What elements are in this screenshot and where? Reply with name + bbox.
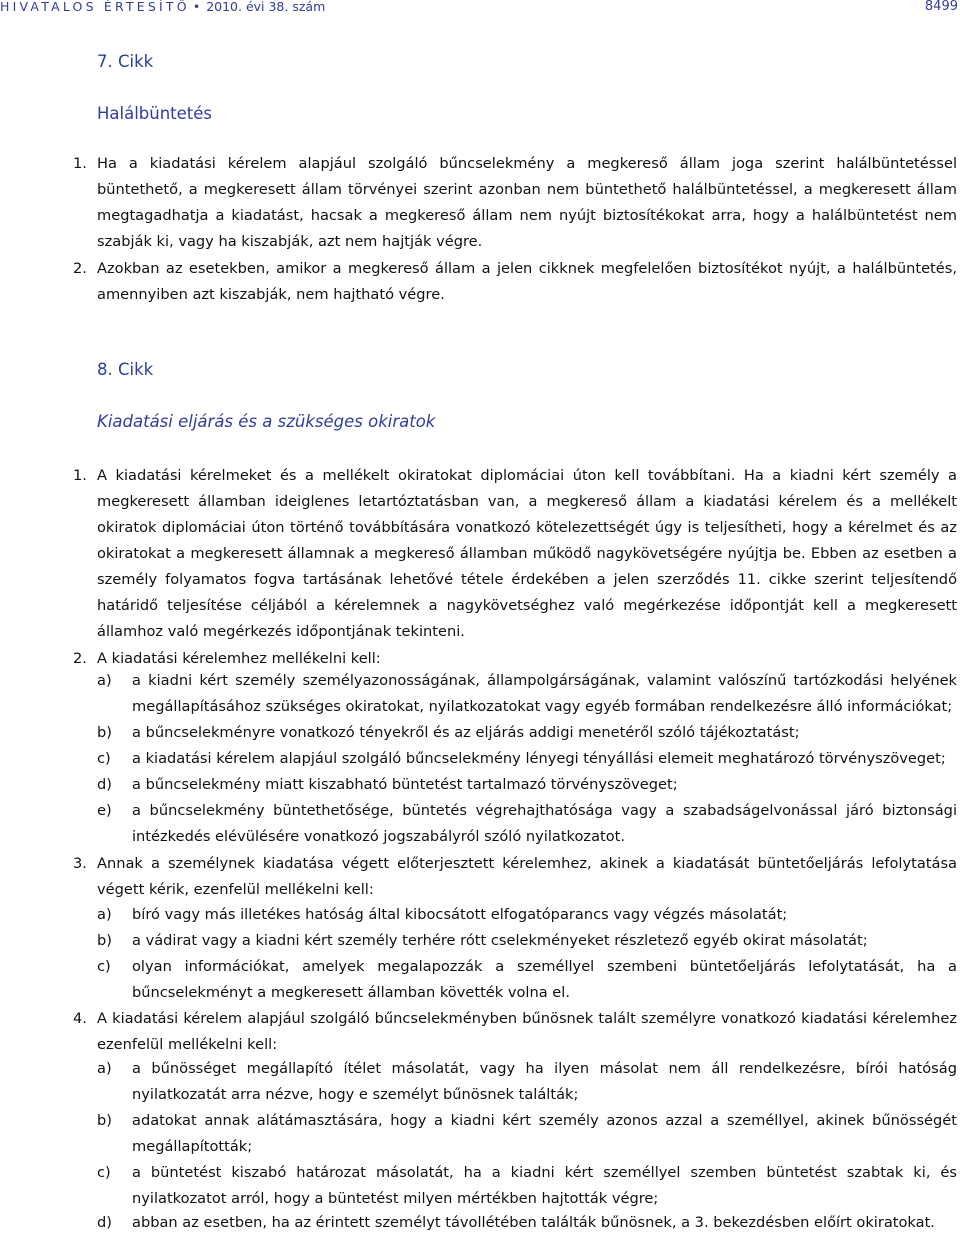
- list-text: a büntetést kiszabó határozat másolatát, ha a kiadni kért személlyel szemben büntetést szabtak ki, és nyilatkozatot arról, hogy a büntetést milyen mértékben hajtották végre;: [132, 1164, 957, 1207]
- list-label: b): [97, 1112, 112, 1129]
- list-item: [97, 1056, 957, 1108]
- paragraph-number: 2.: [73, 650, 87, 667]
- list-label: a): [97, 906, 112, 923]
- publication-title: [0, 0, 325, 14]
- list-label: b): [97, 932, 112, 949]
- list-item: [97, 928, 957, 954]
- list-text: abban az esetben, ha az érintett személyt távollétében találták bűnösnek, a 3. bekezdésben előírt okiratokat.: [132, 1214, 935, 1231]
- list-text: a bűnösséget megállapító ítélet másolatát, vagy ha ilyen másolat nem áll rendelkezésre, bírói hatóság nyilatkozatát arra nézve, hogy e személyt bűnösnek találták;: [132, 1060, 957, 1103]
- bullet-separator-icon: •: [192, 0, 201, 14]
- article-8-paragraph-1: [73, 463, 957, 645]
- article-8-heading: 8. Cikk: [97, 360, 154, 379]
- paragraph-text: A kiadatási kérelemhez mellékelni kell:: [97, 650, 381, 667]
- list-text: adatokat annak alátámasztására, hogy a kiadni kért személy azonos azzal a személlyel, akinek bűnösségét megállapították;: [132, 1112, 957, 1155]
- paragraph-text: Azokban az esetekben, amikor a megkereső állam a jelen cikknek megfelelően biztosítékot nyújt, a halálbüntetés, amennyiben azt kiszabják, nem hajtható végre.: [97, 260, 957, 303]
- list-item: [97, 772, 957, 798]
- list-label: c): [97, 1164, 111, 1181]
- list-item: [97, 1210, 957, 1236]
- paragraph-text: A kiadatási kérelmeket és a mellékelt okiratokat diplomáciai úton kell továbbítani. Ha a kiadni kért személy a megkeresett államban ideiglenes letartóztatásban van, a megkereső állam a kiadatási kérelem és a mellékelt okiratok diplomáciai úton történő továbbítására vonatkozó kötelezettségét úgy is teljesítheti, hogy a kérelmet és az okiratokat a megkeresett államnak a megkereső államban működő nagykövetségére nyújtja be. Ebben az esetben a személy folyamatos fogva tartásának lehetővé tétele érdekében a jelen szerződés 11. cikke szerint teljesítendő határidő teljesítése céljából a kérelemnek a nagykövetséghez való megérkezése időpontját kell a megkeresett államhoz való megérkezés időpontjának tekinteni.: [97, 467, 957, 640]
- article-7-paragraph-1: [73, 151, 957, 255]
- paragraph-number: 4.: [73, 1010, 87, 1027]
- list-label: e): [97, 802, 112, 819]
- article-8-subheading: Kiadatási eljárás és a szükséges okiratok: [97, 412, 436, 431]
- paragraph-text: Annak a személynek kiadatása végett előterjesztett kérelemhez, akinek a kiadatását büntetőeljárás lefolytatása végett kérik, ezenfelül mellékelni kell:: [97, 855, 957, 898]
- paragraph-number: 3.: [73, 855, 87, 872]
- list-text: a vádirat vagy a kiadni kért személy terhére rótt cselekményeket részletező egyéb okirat másolatát;: [132, 932, 868, 949]
- list-item: [97, 954, 957, 1006]
- list-text: a bűncselekményre vonatkozó tényekről és az eljárás addigi menetéről szóló tájékoztatást;: [132, 724, 800, 741]
- list-label: d): [97, 1214, 112, 1231]
- article-7-heading: 7. Cikk: [97, 52, 154, 71]
- list-label: c): [97, 750, 111, 767]
- list-item: [97, 798, 957, 850]
- list-text: a kiadni kért személy személyazonosságának, állampolgárságának, valamint valószínű tartózkodási helyének megállapításához szükséges okiratokat, nyilatkozatokat vagy egyéb formában rendelkezésre álló információkat;: [132, 672, 957, 715]
- gazette-name: HIVATALOS ÉRTESÍTŐ: [0, 0, 190, 14]
- list-item: [97, 746, 957, 772]
- article-7-paragraph-2: [73, 256, 957, 308]
- list-item: [97, 1160, 957, 1212]
- article-8-paragraph-4: [73, 1006, 957, 1058]
- list-text: a bűncselekmény büntethetősége, büntetés végrehajthatósága vagy a szabadságelvonással járó biztonsági intézkedés elévülésére vonatkozó jogszabályról szóló nyilatkozatot.: [132, 802, 957, 845]
- list-text: bíró vagy más illetékes hatóság által kibocsátott elfogatóparancs vagy végzés másolatát;: [132, 906, 788, 923]
- list-text: a bűncselekmény miatt kiszabható büntetést tartalmazó törvényszöveget;: [132, 776, 678, 793]
- list-text: a kiadatási kérelem alapjául szolgáló bűncselekmény lényegi tényállási elemeit meghatározó törvényszöveget;: [132, 750, 946, 767]
- list-label: b): [97, 724, 112, 741]
- paragraph-number: 1.: [73, 155, 87, 172]
- list-label: c): [97, 958, 111, 975]
- article-8-paragraph-3: [73, 851, 957, 903]
- list-item: [97, 720, 957, 746]
- list-label: d): [97, 776, 112, 793]
- paragraph-number: 1.: [73, 467, 87, 484]
- article-7-subheading: Halálbüntetés: [97, 104, 213, 123]
- issue-label: 2010. évi 38. szám: [206, 0, 326, 14]
- paragraph-text: Ha a kiadatási kérelem alapjául szolgáló bűncselekmény a megkereső állam joga szerint halálbüntetéssel büntethető, a megkeresett állam törvényei szerint azonban nem büntethető halálbüntetéssel, a megkeresett állam megtagadhatja a kiadatást, hacsak a megkereső állam nem nyújt biztosítékokat arra, hogy a halálbüntetést nem szabják ki, vagy ha kiszabják, azt nem hajtják végre.: [97, 155, 957, 250]
- list-item: [97, 1108, 957, 1160]
- list-label: a): [97, 1060, 112, 1077]
- page-header: [0, 0, 960, 22]
- list-label: a): [97, 672, 112, 689]
- page-number: 8499: [924, 0, 958, 14]
- list-item: [97, 902, 957, 928]
- list-item: [97, 668, 957, 720]
- list-text: olyan információkat, amelyek megalapozzák a személlyel szembeni büntetőeljárás lefolytatását, ha a bűncselekményt a megkeresett államban követték volna el.: [132, 958, 957, 1001]
- paragraph-number: 2.: [73, 260, 87, 277]
- paragraph-text: A kiadatási kérelem alapjául szolgáló bűncselekményben bűnösnek talált személyre vonatkozó kiadatási kérelemhez ezenfelül mellékelni kell:: [97, 1010, 957, 1053]
